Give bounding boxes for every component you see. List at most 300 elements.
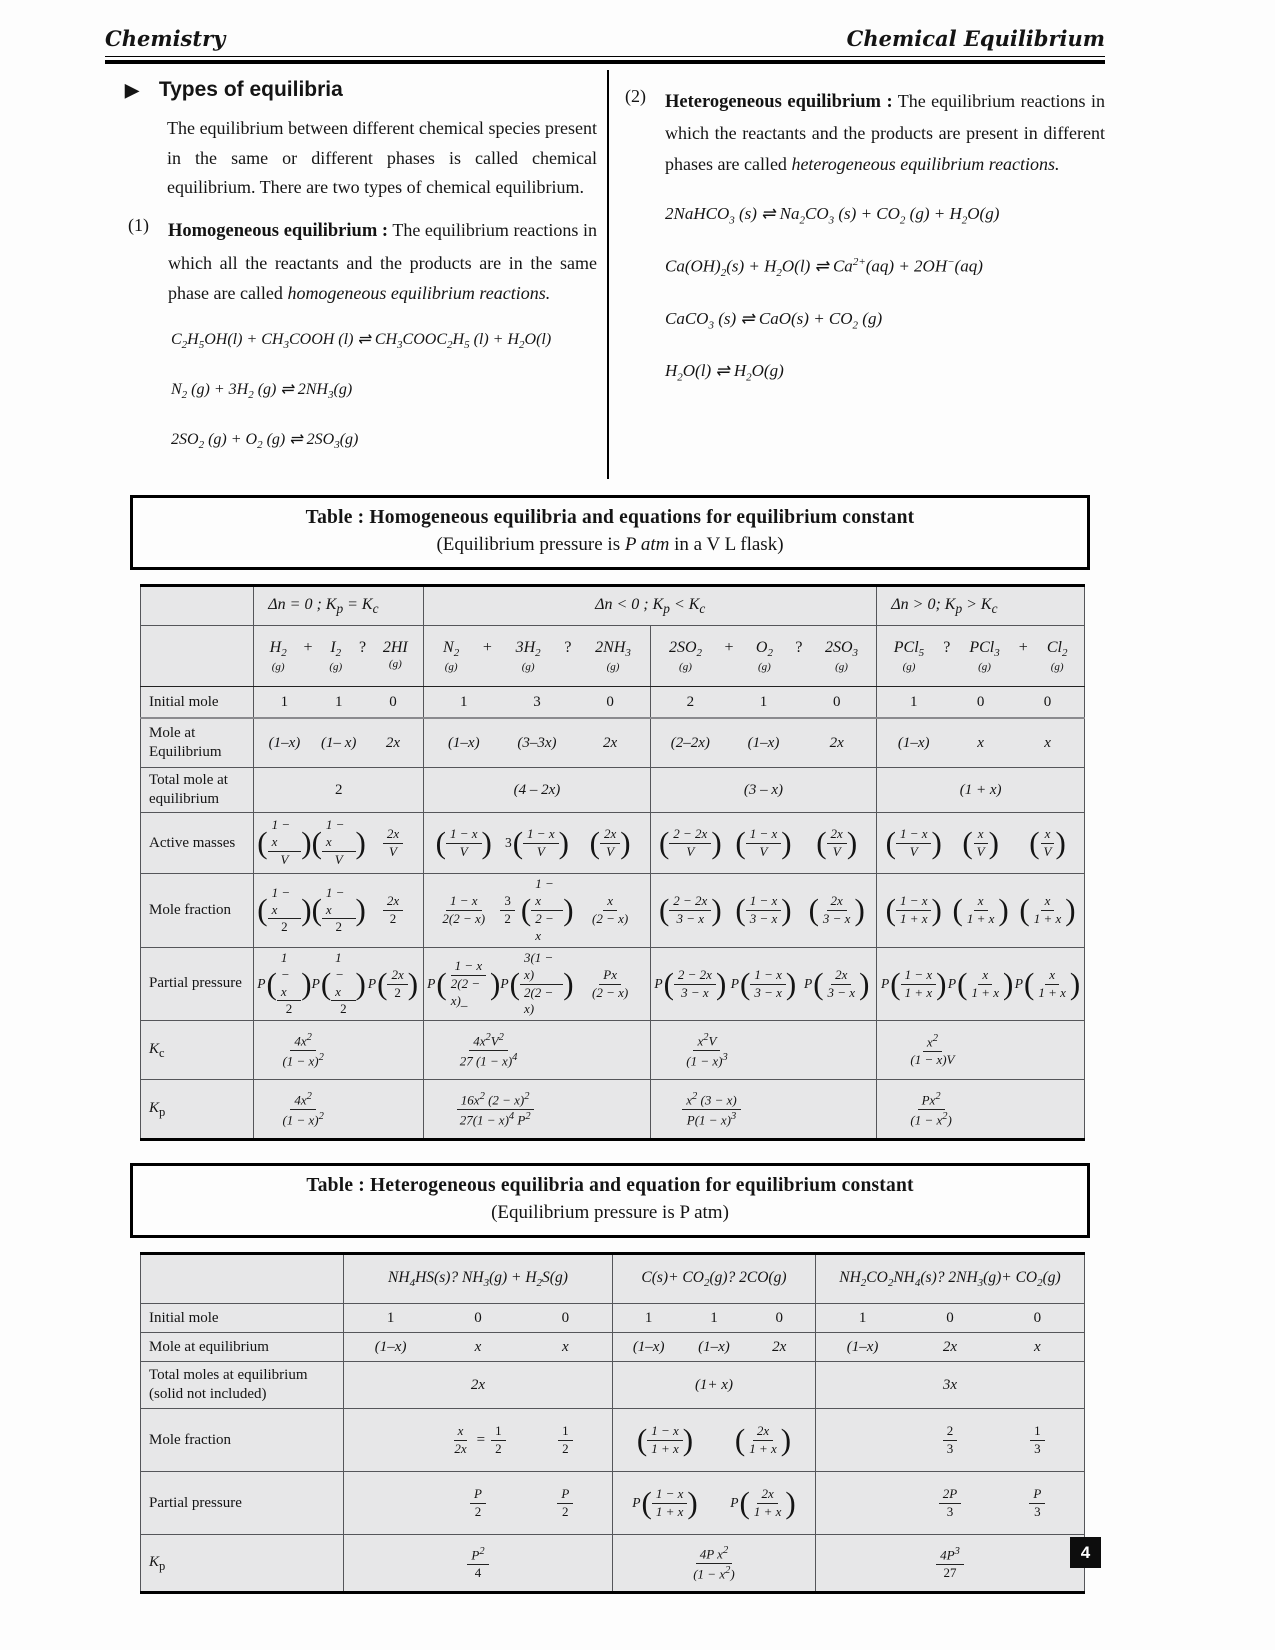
numerator: x <box>454 1423 468 1441</box>
math-text: x <box>474 1338 482 1355</box>
denominator: $(1 - x)^2$ <box>282 1110 324 1128</box>
item-number: (2) <box>625 86 646 106</box>
denominator: V <box>1043 843 1052 859</box>
parenthesis: ( <box>735 825 746 861</box>
item-text <box>168 215 597 309</box>
cell-slot <box>616 1486 714 1521</box>
cell-slot <box>312 885 366 937</box>
table-cell <box>343 1362 612 1409</box>
numerator: $16x^2$ $(2 - x)^2$ <box>457 1090 534 1110</box>
table-cell <box>877 1021 1085 1080</box>
parenthesis: ) <box>711 825 722 861</box>
cell-slot <box>936 1545 964 1582</box>
parenthesis: ( <box>311 892 322 928</box>
numerator: 2 − 2x <box>669 826 711 844</box>
fraction <box>436 826 492 861</box>
equation-list-left <box>171 329 597 452</box>
parenthesis: ( <box>885 892 896 928</box>
cell-slot <box>456 1090 535 1129</box>
denominator: V <box>536 843 545 859</box>
parenthesis: ( <box>885 825 896 861</box>
table-row <box>141 1472 1085 1535</box>
numerator: 1 − x <box>268 885 302 920</box>
row-label: Mole at Equilibrium <box>141 718 254 768</box>
table-cell <box>343 1304 612 1333</box>
cell-slot <box>574 694 647 711</box>
phase-label: (g) <box>521 660 535 673</box>
cell-slot <box>1014 826 1081 861</box>
row-label: Partial pressure <box>141 1472 344 1535</box>
cell-slot <box>654 967 727 1002</box>
fraction <box>456 1031 522 1070</box>
homogeneous-equilibria-table <box>140 584 1085 1141</box>
numbered-item-2 <box>625 86 1105 180</box>
denominator: 2(2 − x) <box>442 911 486 927</box>
cell-slot <box>471 1377 485 1394</box>
cell-slot <box>434 1423 521 1458</box>
species: $3H_2$ (g) <box>515 639 541 673</box>
denominator: $(1 - x^2)$ <box>910 1110 952 1128</box>
fraction <box>470 1486 486 1521</box>
parenthesis: ( <box>435 825 446 861</box>
math-text: x <box>561 1338 569 1355</box>
heterogeneous-equilibria-table <box>140 1252 1085 1594</box>
denominator: 2(2 − x) <box>523 984 554 1017</box>
math-text: 1 <box>460 693 468 710</box>
cell-slot <box>727 893 800 928</box>
fraction <box>943 1423 958 1458</box>
numerator: Px <box>599 967 621 985</box>
denominator: 2 − x <box>535 911 554 943</box>
numerator: P <box>1029 1486 1045 1504</box>
table-row <box>141 947 1085 1021</box>
math-text: 1 <box>710 1309 718 1326</box>
cell-slot <box>947 694 1014 711</box>
row-label: Active masses <box>141 813 254 874</box>
cell-slot <box>682 1090 740 1129</box>
numerator: 2 − 2x <box>669 893 711 911</box>
cell-slot <box>312 694 366 711</box>
reaction-header-cell: $NH_2CO_2NH_4(s)$? $2NH_3(g)+ CO_2(g)$ <box>815 1254 1084 1304</box>
fraction <box>939 1486 961 1521</box>
math-text: 2x <box>772 1338 787 1355</box>
math-text: 2x <box>385 734 401 751</box>
fraction <box>804 967 869 1002</box>
numbered-item-1 <box>128 215 597 309</box>
denominator: 2 <box>495 1440 502 1456</box>
denominator: V <box>759 843 768 859</box>
empty-cell <box>141 1254 344 1304</box>
fraction <box>588 967 632 1002</box>
cell-slot <box>800 735 873 752</box>
denominator: V <box>832 843 841 859</box>
phase-label: (g) <box>978 660 991 673</box>
denominator: 1 + x <box>966 911 995 927</box>
numerator: $4P^3$ <box>936 1545 964 1565</box>
fraction-prefix: P <box>427 976 436 992</box>
numerator: 1 − x <box>322 817 356 852</box>
cell-slot <box>427 694 500 711</box>
math-text: (1–x) <box>698 1338 730 1355</box>
table-cell <box>254 768 424 813</box>
math-text: 1 <box>280 693 289 710</box>
parenthesis: ) <box>781 892 792 928</box>
fraction <box>383 826 403 861</box>
denominator: 3 − x <box>822 911 851 927</box>
table-cell <box>424 813 651 874</box>
cell-slot <box>906 1310 993 1327</box>
numerator: 1 − x <box>277 950 301 1002</box>
denominator: 4 <box>474 1565 482 1581</box>
intro-paragraph: The equilibrium between different chemical species present in the same or different phases is called chemical equilibrium. There are two types of chemical equilibrium. <box>167 118 597 198</box>
phase-label: (g) <box>679 660 692 673</box>
numerator: 1 − x <box>647 1423 683 1441</box>
cell-slot <box>819 1339 906 1356</box>
table2-title-box <box>130 1163 1090 1238</box>
math-text: 3 <box>533 693 541 710</box>
fraction-prefix: P <box>632 1495 641 1511</box>
fraction <box>659 893 722 928</box>
table-cell <box>343 1535 612 1593</box>
table-cell <box>650 947 877 1021</box>
species: $Cl_2$ (g) <box>1046 639 1068 673</box>
parenthesis: ( <box>1029 825 1040 861</box>
parenthesis: ) <box>563 965 574 1001</box>
table-row <box>141 718 1085 768</box>
item-text <box>665 86 1105 180</box>
equation: $H_2O(l)$ ⇌ $H_2O(g)$ <box>665 361 784 384</box>
numerator: 1 − x <box>322 885 356 920</box>
denominator: 2x <box>454 1440 467 1456</box>
parenthesis: ( <box>266 965 277 1001</box>
fraction-prefix: P <box>803 976 813 992</box>
table-cell <box>877 687 1085 719</box>
fraction <box>730 1486 795 1521</box>
table2-subtitle: (Equilibrium pressure is P atm) <box>491 1202 729 1224</box>
denominator: 3 − x <box>827 984 856 1000</box>
phase-label: (g) <box>388 658 402 671</box>
table-cell <box>343 1333 612 1362</box>
parenthesis: ( <box>377 965 388 1001</box>
table-cell <box>254 874 424 948</box>
fraction <box>659 826 722 861</box>
numerator: x <box>603 893 617 911</box>
numerator: 2x <box>600 826 620 844</box>
math-text: 1 <box>759 693 768 710</box>
numerator: 1 − x <box>652 1486 688 1504</box>
cell-slot <box>654 694 727 711</box>
cell-slot <box>1014 735 1081 752</box>
table-cell <box>424 768 651 813</box>
fraction <box>278 1090 327 1129</box>
equation: $C_2H_5OH(l)$ + $CH_3COOH$ (l) ⇌ $CH_3COOC_2H_5$ $(l) + H_2O(l)$ <box>171 330 552 351</box>
row-label: Partial pressure <box>141 947 254 1021</box>
math-text: (1+ x) <box>694 1376 733 1393</box>
cell-slot <box>800 967 873 1002</box>
cell-slot <box>456 1031 522 1070</box>
cell-slot <box>880 826 947 861</box>
math-text: 0 <box>606 693 614 710</box>
numerator: 2P <box>939 1486 961 1504</box>
parenthesis: ( <box>735 892 746 928</box>
parenthesis: ( <box>658 825 670 861</box>
parenthesis: ( <box>520 892 532 928</box>
species: $H_2$ (g) <box>269 639 287 673</box>
math-text: (1–x) <box>846 1338 879 1355</box>
parenthesis: ( <box>641 1485 652 1521</box>
equation: CaCO$_3$ (s) ⇌ $CaO(s) + CO_2$ (g) <box>665 309 883 332</box>
denominator: V <box>976 843 985 859</box>
group-header-cell: Δn > 0; $K_p > K_c$ <box>877 586 1085 626</box>
denominator: 1 + x <box>1038 984 1066 1000</box>
row-label: $K_c$ <box>141 1021 254 1080</box>
math-text: 0 <box>561 1309 570 1326</box>
fraction <box>809 893 865 928</box>
numerator: 1 − x <box>896 893 932 911</box>
table-cell <box>877 718 1085 768</box>
fraction <box>637 1423 693 1458</box>
reaction-header-cell <box>877 626 1085 687</box>
numerator: 3 <box>500 893 515 911</box>
numerator: x <box>1041 826 1055 844</box>
numerator: P <box>557 1486 573 1504</box>
cell-slot <box>427 958 500 1010</box>
cell-slot <box>427 893 500 928</box>
parenthesis: ( <box>658 892 670 928</box>
cell-slot <box>574 826 647 861</box>
denominator: V <box>606 843 615 859</box>
cell-slot <box>366 826 420 861</box>
fraction <box>500 950 573 1019</box>
math-text: 2 <box>686 693 695 710</box>
denominator: (2 − x) <box>592 984 629 1000</box>
table-cell <box>877 768 1085 813</box>
row-label: $K_p$ <box>141 1535 344 1593</box>
right-column <box>607 70 1105 479</box>
numerator: 3(1 − x) <box>520 950 563 985</box>
page-number: 4 <box>1070 1537 1101 1568</box>
group-header-row <box>141 586 1085 626</box>
fraction <box>682 1031 731 1070</box>
reaction-header-cell: $C(s)+ CO_2(g)$? 2CO(g) <box>612 1254 815 1304</box>
cell-slot <box>727 694 800 711</box>
parenthesis: ) <box>355 892 366 928</box>
cell-slot <box>906 1486 993 1521</box>
fraction <box>312 885 366 937</box>
header-rule <box>105 60 1105 64</box>
denominator: 27 <box>943 1565 957 1581</box>
section-heading <box>125 78 597 102</box>
species: ? <box>943 639 951 657</box>
fraction <box>456 1090 535 1129</box>
numerator: x <box>974 826 988 844</box>
denominator: 2 <box>504 911 511 927</box>
parenthesis: ) <box>785 1485 796 1521</box>
math-text: (1–x) <box>374 1338 407 1355</box>
numerator: 1 <box>558 1423 573 1441</box>
numerator: 2x <box>383 893 403 911</box>
table-cell <box>254 687 424 719</box>
cell-slot <box>960 782 1002 799</box>
item-number: (1) <box>128 215 149 236</box>
numerator: $x^2V$ <box>693 1031 720 1051</box>
cell-slot <box>994 1486 1081 1521</box>
denominator: 3 <box>946 1440 954 1456</box>
fraction <box>906 1032 958 1069</box>
fraction-prefix: P <box>311 976 320 992</box>
denominator: 3 − x <box>754 984 782 1000</box>
table1-subtitle: (Equilibrium pressure is P atm in a V L flask) <box>436 534 784 556</box>
fraction-prefix: P <box>730 1495 739 1511</box>
math-text: (1–x) <box>268 734 301 751</box>
math-text: 0 <box>832 693 841 710</box>
cell-slot <box>312 817 366 869</box>
parenthesis: ) <box>1065 892 1076 928</box>
math-text: 2x <box>470 1376 486 1393</box>
math-text: (2–2x) <box>670 734 710 751</box>
table-row <box>141 1080 1085 1140</box>
equation: 2NaHCO$_3$ (s) ⇌ $Na_2CO_3$ $(s) + CO_2$ $(g) + H_2O(g)$ <box>665 203 1000 227</box>
denominator: $(1 - x)^2$ <box>282 1051 324 1069</box>
parenthesis: ) <box>301 825 312 861</box>
table-cell <box>815 1333 1084 1362</box>
table-cell <box>254 947 424 1021</box>
numerator: 1 − x <box>901 967 937 985</box>
two-column-section <box>105 70 1105 479</box>
table-cell <box>424 1080 651 1140</box>
denominator: 2 <box>389 911 397 927</box>
numerator: 1 − x <box>446 826 482 844</box>
cell-slot <box>906 1423 993 1458</box>
math-text: (1–x) <box>632 1338 665 1355</box>
math-text: 2 <box>334 781 343 798</box>
cell-slot <box>616 1423 714 1458</box>
denominator: V <box>334 852 343 868</box>
numerator: 1 − x <box>523 826 559 844</box>
cell-slot <box>278 1031 327 1070</box>
fraction <box>500 893 515 928</box>
fraction <box>278 1031 327 1070</box>
phase-label: (g) <box>444 660 458 673</box>
table-cell <box>254 1080 424 1140</box>
numerator: 1 <box>491 1423 506 1441</box>
cell-slot <box>514 782 561 799</box>
item-emphasis: heterogeneous equilibrium reactions. <box>791 154 1060 175</box>
species: + <box>724 639 734 657</box>
parenthesis: ( <box>636 1422 648 1458</box>
fraction-prefix: P <box>880 976 890 992</box>
cell-slot <box>714 1486 812 1521</box>
table1-title: Table : Homogeneous equilibria and equations for equilibrium constant <box>305 507 915 529</box>
table-cell <box>612 1535 815 1593</box>
parenthesis: ( <box>1019 892 1030 928</box>
denominator: 2 <box>562 1440 569 1456</box>
cell-slot <box>994 1339 1081 1356</box>
numerator: 2x <box>831 967 851 985</box>
fraction <box>558 1423 573 1458</box>
math-text: (4 – 2x) <box>513 781 561 798</box>
cell-slot <box>681 1339 746 1356</box>
table-cell <box>650 1080 877 1140</box>
fraction <box>953 893 1009 928</box>
item-title: Homogeneous equilibrium : <box>168 221 389 242</box>
math-text: 0 <box>474 1309 482 1326</box>
fraction <box>886 826 942 861</box>
fraction <box>1029 1486 1045 1521</box>
item-body: The equilibrium reactions in which all the reactants and the products are in the same phase are called <box>168 220 597 304</box>
table-cell <box>424 687 651 719</box>
cell-slot <box>880 694 947 711</box>
table-cell <box>877 947 1085 1021</box>
parenthesis: ( <box>320 965 332 1001</box>
table-cell <box>650 718 877 768</box>
cell-slot <box>278 1090 327 1129</box>
phase-label: (g) <box>606 660 620 673</box>
cell-slot <box>906 1032 958 1069</box>
parenthesis: ( <box>816 825 827 861</box>
header-right-title: Chemical Equilibrium <box>846 26 1105 51</box>
numerator: 1 − x <box>531 876 563 911</box>
numerator: x <box>1045 967 1059 985</box>
table-row <box>141 813 1085 874</box>
math-text: x <box>977 734 984 751</box>
phase-label: (g) <box>329 660 343 673</box>
table-cell <box>612 1362 815 1409</box>
numerator: 1 − x <box>446 893 482 911</box>
parenthesis: ( <box>436 965 447 1001</box>
cell-slot <box>800 694 873 711</box>
empty-cell <box>141 626 254 687</box>
cell-slot <box>682 1031 731 1070</box>
species: PCl$_5$ (g) <box>893 639 925 673</box>
table-cell <box>612 1472 815 1535</box>
row-label: Mole fraction <box>141 1409 344 1472</box>
denominator: $(1 - x^2)$ <box>693 1564 735 1582</box>
equation: $Ca(OH)_2(s) + H_2O(l)$ ⇌ $Ca^{2+}(aq) + 2OH^-(aq)$ <box>665 256 983 280</box>
row-label: Initial mole <box>141 1304 344 1333</box>
parenthesis: ) <box>481 825 492 861</box>
parenthesis: ) <box>563 892 574 928</box>
numerator: 2x <box>757 1486 777 1504</box>
row-label: Total moles at equilibrium (solid not included) <box>141 1362 344 1409</box>
fraction <box>312 817 366 869</box>
cell-slot <box>727 735 800 752</box>
denominator: V <box>686 843 695 859</box>
denominator: 2 <box>394 984 401 1000</box>
cell-slot <box>727 967 800 1002</box>
cell-slot <box>880 893 947 928</box>
fraction <box>505 826 569 861</box>
parenthesis: ) <box>936 965 947 1001</box>
table-cell <box>650 874 877 948</box>
parenthesis: ) <box>1055 825 1066 861</box>
cell-slot <box>434 1310 521 1327</box>
parenthesis: ) <box>687 1485 698 1521</box>
cell-slot <box>427 826 500 861</box>
table-cell <box>424 1021 651 1080</box>
fraction <box>590 826 631 861</box>
parenthesis: ( <box>957 965 968 1001</box>
cell-slot <box>366 967 420 1002</box>
species: + <box>303 639 313 657</box>
denominator: 2 <box>281 919 288 935</box>
math-text: (1–x) <box>897 734 930 751</box>
cell-slot <box>689 1544 738 1583</box>
table-row <box>141 1333 1085 1362</box>
denominator: 1 + x <box>971 984 1000 1000</box>
fraction <box>1019 893 1075 928</box>
parenthesis: ( <box>1024 965 1035 1001</box>
